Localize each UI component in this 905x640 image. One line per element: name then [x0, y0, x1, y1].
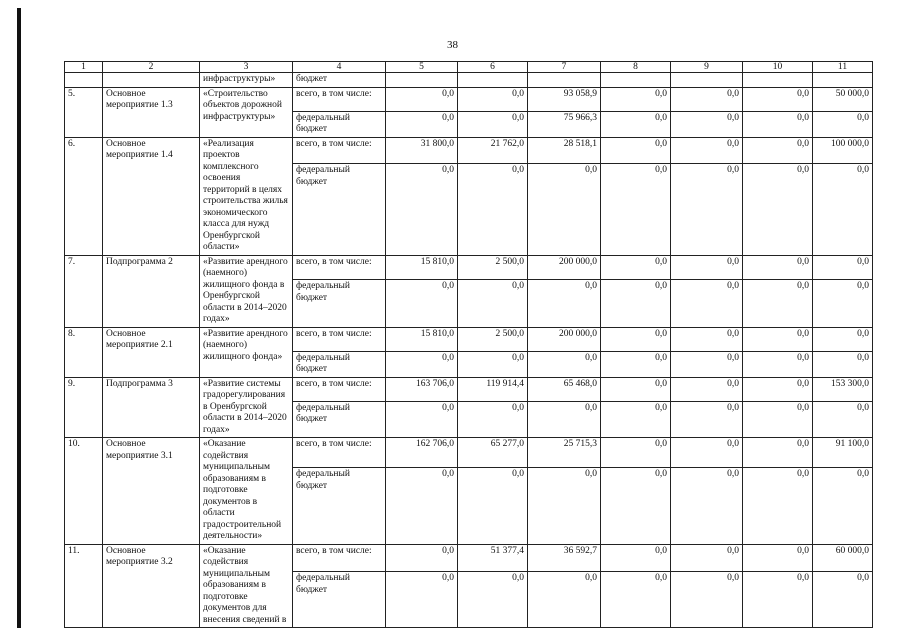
- cell-value: [601, 73, 671, 88]
- cell-value: 0,0: [601, 468, 671, 544]
- cell-value: 50 000,0: [813, 87, 873, 111]
- table-row-total: [65, 327, 873, 351]
- cell-value: 93 058,9: [528, 87, 601, 111]
- cell-type: Подпрограмма 3: [103, 377, 200, 438]
- cell-value: 0,0: [386, 572, 458, 628]
- cell-value: 163 706,0: [386, 377, 458, 401]
- cell-value: 65 277,0: [458, 438, 528, 468]
- cell-value: 0,0: [458, 401, 528, 437]
- cell-title: «Строительство объектов дорожной инфраструктуры»: [200, 87, 293, 137]
- cell-value: 0,0: [601, 111, 671, 137]
- column-header: 5: [386, 62, 458, 73]
- cell-source: всего, в том числе:: [293, 544, 386, 572]
- cell-value: 0,0: [386, 164, 458, 255]
- cell-value: [458, 73, 528, 88]
- cell-value: 0,0: [813, 351, 873, 377]
- cell-value: 60 000,0: [813, 544, 873, 572]
- cell-value: 0,0: [743, 137, 813, 164]
- cell-value: 0,0: [743, 327, 813, 351]
- cell-num: 10.: [65, 438, 103, 545]
- cell-value: 0,0: [743, 87, 813, 111]
- cell-value: [528, 73, 601, 88]
- cell-value: 0,0: [601, 377, 671, 401]
- cell-value: 0,0: [813, 572, 873, 628]
- cell-value: 15 810,0: [386, 255, 458, 280]
- cell-value: 0,0: [671, 401, 743, 437]
- cell-num: 11.: [65, 544, 103, 628]
- cell-value: 0,0: [386, 87, 458, 111]
- cell-value: 0,0: [386, 544, 458, 572]
- cell-type: Основное мероприятие 3.2: [103, 544, 200, 628]
- cell-source: всего, в том числе:: [293, 137, 386, 164]
- table-row-total: [65, 377, 873, 401]
- cell-num: 6.: [65, 137, 103, 255]
- cell-value: 100 000,0: [813, 137, 873, 164]
- cell-value: 200 000,0: [528, 255, 601, 280]
- column-header: 2: [103, 62, 200, 73]
- column-header: 10: [743, 62, 813, 73]
- cell-value: 2 500,0: [458, 327, 528, 351]
- cell-value: 0,0: [386, 401, 458, 437]
- cell-value: [813, 73, 873, 88]
- table-row-total: [65, 255, 873, 280]
- cell-type: Основное мероприятие 3.1: [103, 438, 200, 545]
- cell-value: 0,0: [386, 468, 458, 544]
- cell-value: 0,0: [743, 280, 813, 327]
- cell-value: 0,0: [528, 351, 601, 377]
- cell-title: «Развитие системы градорегулирования в Оренбургской области в 2014–2020 годах»: [200, 377, 293, 438]
- header-row: [65, 62, 873, 73]
- cell-type: Основное мероприятие 2.1: [103, 327, 200, 377]
- cell-value: 0,0: [458, 468, 528, 544]
- cell-value: 21 762,0: [458, 137, 528, 164]
- cell-value: 0,0: [813, 255, 873, 280]
- cell-value: 0,0: [528, 280, 601, 327]
- cell-type: Основное мероприятие 1.3: [103, 87, 200, 137]
- cell-value: 0,0: [601, 351, 671, 377]
- cell-source: федеральный бюджет: [293, 572, 386, 628]
- cell-value: 0,0: [813, 111, 873, 137]
- cell-source: всего, в том числе:: [293, 255, 386, 280]
- cell-title: «Развитие арендного (наемного) жилищного фонда»: [200, 327, 293, 377]
- cell-value: 0,0: [671, 327, 743, 351]
- cell-value: 0,0: [386, 280, 458, 327]
- cell-value: 0,0: [528, 468, 601, 544]
- cell-value: 0,0: [601, 401, 671, 437]
- column-header: 11: [813, 62, 873, 73]
- cell-value: 0,0: [813, 164, 873, 255]
- cell-source: федеральный бюджет: [293, 351, 386, 377]
- cell-value: 51 377,4: [458, 544, 528, 572]
- cell-value: 0,0: [601, 327, 671, 351]
- cell-title: «Оказание содействия муниципальным образованиям в подготовке документов в области градостроительной деятельности»: [200, 438, 293, 545]
- table-body: [65, 73, 873, 628]
- cell-value: 153 300,0: [813, 377, 873, 401]
- column-header: 6: [458, 62, 528, 73]
- table-row-total: [65, 438, 873, 468]
- cell-value: 0,0: [671, 137, 743, 164]
- cell-value: 36 592,7: [528, 544, 601, 572]
- cell-value: 0,0: [601, 438, 671, 468]
- cell-title: «Развитие арендного (наемного) жилищного фонда в Оренбургской области в 2014–2020 годах»: [200, 255, 293, 327]
- cell-value: 0,0: [671, 164, 743, 255]
- cell-num: 9.: [65, 377, 103, 438]
- column-header: 9: [671, 62, 743, 73]
- cell-value: 0,0: [743, 351, 813, 377]
- cell-title: «Реализация проектов комплексного освоения территорий в целях строительства жилья экономического класса для нужд Оренбургской области»: [200, 137, 293, 255]
- cell-value: 0,0: [458, 572, 528, 628]
- cell-value: 0,0: [601, 137, 671, 164]
- cell-value: 65 468,0: [528, 377, 601, 401]
- cell-value: 0,0: [743, 544, 813, 572]
- page-number: 38: [447, 39, 458, 51]
- budget-table: [64, 61, 873, 628]
- cell-value: 0,0: [671, 111, 743, 137]
- column-header: 7: [528, 62, 601, 73]
- cell-value: 25 715,3: [528, 438, 601, 468]
- cell-value: 0,0: [601, 544, 671, 572]
- binding-bar: [17, 8, 21, 628]
- cell-value: 0,0: [601, 572, 671, 628]
- cell-value: 0,0: [601, 280, 671, 327]
- cell-value: 0,0: [601, 255, 671, 280]
- cell-type: [103, 73, 200, 88]
- cell-source: всего, в том числе:: [293, 438, 386, 468]
- cell-source: федеральный бюджет: [293, 468, 386, 544]
- cell-source: всего, в том числе:: [293, 377, 386, 401]
- cell-source: всего, в том числе:: [293, 87, 386, 111]
- cell-value: 15 810,0: [386, 327, 458, 351]
- table-row-total: [65, 87, 873, 111]
- cell-num: [65, 73, 103, 88]
- cell-value: 0,0: [743, 164, 813, 255]
- cell-value: 0,0: [458, 111, 528, 137]
- cell-value: 0,0: [743, 377, 813, 401]
- cell-type: Основное мероприятие 1.4: [103, 137, 200, 255]
- table-row-total: [65, 137, 873, 164]
- cell-title: инфраструктуры»: [200, 73, 293, 88]
- cell-value: 0,0: [671, 255, 743, 280]
- cell-value: 0,0: [528, 401, 601, 437]
- cell-value: 0,0: [743, 438, 813, 468]
- cell-source: всего, в том числе:: [293, 327, 386, 351]
- cell-value: 0,0: [743, 468, 813, 544]
- cell-value: 0,0: [813, 401, 873, 437]
- cell-value: 0,0: [671, 377, 743, 401]
- cell-num: 5.: [65, 87, 103, 137]
- cell-source: федеральный бюджет: [293, 111, 386, 137]
- column-header: 3: [200, 62, 293, 73]
- cell-value: 0,0: [386, 111, 458, 137]
- cell-value: 0,0: [671, 87, 743, 111]
- cell-source: бюджет: [293, 73, 386, 88]
- cell-value: 0,0: [671, 438, 743, 468]
- cell-value: 0,0: [671, 544, 743, 572]
- cell-value: 0,0: [458, 164, 528, 255]
- cell-value: 28 518,1: [528, 137, 601, 164]
- cell-num: 8.: [65, 327, 103, 377]
- cell-value: 0,0: [743, 401, 813, 437]
- cell-value: 200 000,0: [528, 327, 601, 351]
- cell-value: 0,0: [813, 468, 873, 544]
- cell-type: Подпрограмма 2: [103, 255, 200, 327]
- cell-value: 0,0: [458, 87, 528, 111]
- cell-value: 0,0: [601, 87, 671, 111]
- column-header: 8: [601, 62, 671, 73]
- cell-title: «Оказание содействия муниципальным образованиям в подготовке документов для внесения сведений в: [200, 544, 293, 628]
- cell-value: 0,0: [671, 572, 743, 628]
- cell-value: 0,0: [528, 164, 601, 255]
- cell-value: 0,0: [743, 255, 813, 280]
- cell-value: 0,0: [458, 351, 528, 377]
- cell-num: 7.: [65, 255, 103, 327]
- cell-value: [743, 73, 813, 88]
- cell-value: [386, 73, 458, 88]
- table-row-total: [65, 544, 873, 572]
- cell-value: 2 500,0: [458, 255, 528, 280]
- cell-source: федеральный бюджет: [293, 401, 386, 437]
- cell-value: 0,0: [458, 280, 528, 327]
- cell-value: 91 100,0: [813, 438, 873, 468]
- cell-value: 0,0: [813, 280, 873, 327]
- cell-value: 0,0: [671, 468, 743, 544]
- cell-value: 75 966,3: [528, 111, 601, 137]
- cell-value: 0,0: [743, 572, 813, 628]
- cell-value: 162 706,0: [386, 438, 458, 468]
- cell-value: 0,0: [743, 111, 813, 137]
- cell-value: 0,0: [386, 351, 458, 377]
- cell-value: 0,0: [671, 280, 743, 327]
- column-header: 1: [65, 62, 103, 73]
- column-header: 4: [293, 62, 386, 73]
- cell-value: 0,0: [671, 351, 743, 377]
- cell-value: [671, 73, 743, 88]
- continuation-row: [65, 73, 873, 88]
- cell-source: федеральный бюджет: [293, 164, 386, 255]
- cell-value: 119 914,4: [458, 377, 528, 401]
- cell-value: 0,0: [813, 327, 873, 351]
- cell-value: 0,0: [528, 572, 601, 628]
- cell-value: 31 800,0: [386, 137, 458, 164]
- cell-value: 0,0: [601, 164, 671, 255]
- cell-source: федеральный бюджет: [293, 280, 386, 327]
